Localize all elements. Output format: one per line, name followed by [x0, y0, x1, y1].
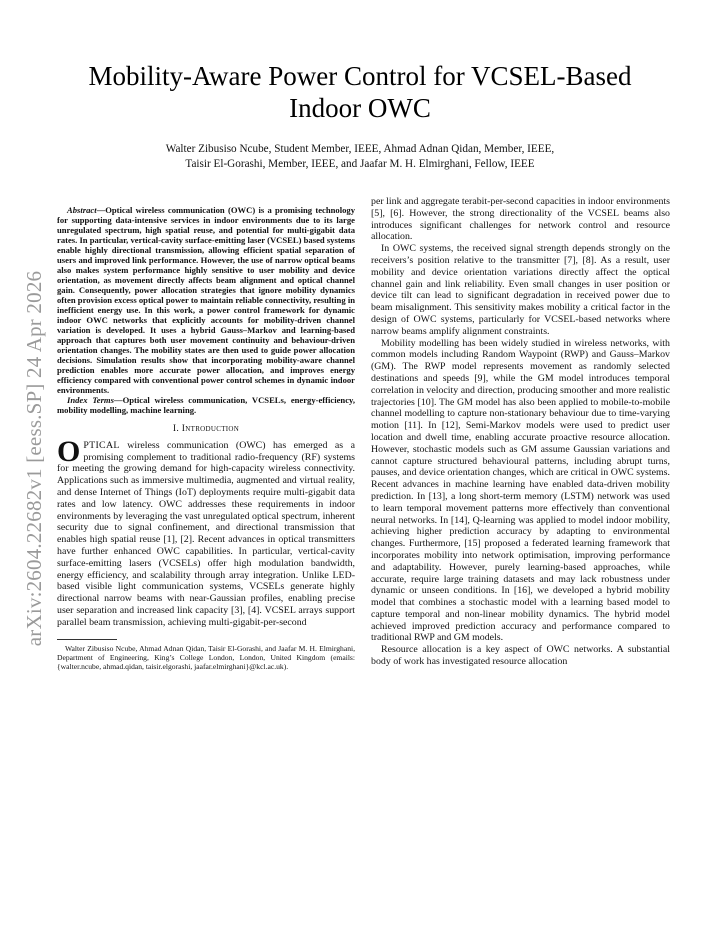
abstract	[57, 205, 355, 395]
arxiv-side-identifier	[20, 258, 50, 658]
title-block	[60, 60, 660, 172]
body-paragraph-mobility-modelling: Mobility modelling has been widely studied in wireless networks, with common models including Random Waypoint (RWP) and Gauss–Markov (GM). The RWP model represents movement as randomly selected destinations and speeds [9], while the GM model introduces temporal correlation in velocity and direction, producing smoother and more realistic trajectories [10]. The GM model has also been applied to mobile-to-mobile channel modelling to capture non-stationary behaviour due to time-varying motion [11]. In [12], Semi-Markov models were used to predict user location and dwell time, enabling accurate proactive resource allocation. However, stochastic models such as GM assume Gaussian variations and cannot capture structured behavioural patterns, including abrupt turns, pauses, and device orientation changes, which are critical in OWC systems. Recent advances in machine learning have enabled data-driven mobility prediction. In [13], a long short-term memory (LSTM) network was used to learn temporal movement patterns more effectively than conventional neural networks. In [14], Q-learning was applied to model indoor mobility, achieving higher prediction accuracy by adapting to environmental changes. Furthermore, [15] proposed a federated learning framework that incorporates mobility into network optimisation, improving performance and adaptability. However, purely learning-based approaches, while accurate, require large training datasets and may lack robustness under dynamic or unseen conditions. In [16], we developed a hybrid mobility model that combines a stochastic model with a learning based model to capture temporal and non-linear mobility dynamics. The hybrid model achieved improved prediction accuracy and performance compared to traditional RWP and GM models.	[371, 337, 670, 644]
index-terms	[57, 395, 355, 415]
author-affiliation-footnote: Walter Zibusiso Ncube, Ahmad Adnan Qidan, Taisir El-Gorashi, and Jaafar M. H. Elmirghani, Department of Engineering, King’s College London, London, United Kingdom (emails: {walter.ncube, ahmad.qidan, taisir.elgorashi, jaafar.elmirghani}@kcl.ac.uk).	[57, 643, 355, 671]
intro-caps-word: PTICAL	[83, 439, 120, 451]
drop-cap: O	[57, 434, 81, 468]
authors-line-2: Taisir El-Gorashi, Member, IEEE, and Jaafar M. H. Elmirghani, Fellow, IEEE	[185, 158, 535, 170]
abstract-label: Abstract	[67, 205, 97, 215]
body-paragraph-owc-sensitivity: In OWC systems, the received signal strength depends strongly on the receivers’s position relative to the transmitter [7], [8]. As a result, user mobility and device orientation variations directly affect the optical channel gain and link reliability. Even small changes in user position or device tilt can lead to significant degradation in received power due to beam misalignment. This sensitivity makes mobility a critical factor in the design of OWC systems, particularly for VCSEL-based networks where narrow beams amplify alignment constraints.	[371, 243, 670, 337]
author-list	[60, 142, 660, 172]
intro-paragraph-1-text: wireless communication (OWC) has emerged as a promising complement to traditional radio-frequency (RF) systems for meeting the growing demand for high-capacity wireless connectivity. Applications such as immersive multimedia, augmented and virtual reality, and dense Internet of Things (IoT) deployments require multi-gigabit data rates and low latency. OWC addresses these requirements in indoor environments by leveraging the vast unregulated optical spectrum, inherent security due to signal confinement, and directional transmission that enables high spatial reuse [1], [2]. Recent advances in optical transmitters have further enhanced OWC capabilities. In particular, vertical-cavity surface-emitting lasers (VCSELs) offer high modulation bandwidth, energy efficiency, and scalability through array integration. Unlike LED-based visible light communication systems, VCSELs generate highly directional narrow beams with near-Gaussian profiles, enabling precise user separation and increased link capacity [3], [4]. VCSEL arrays support parallel beam transmission, achieving multi-gigabit-per-second	[57, 439, 355, 628]
footnote-divider	[57, 639, 117, 640]
index-terms-text: —Optical wireless communication, VCSELs, energy-efficiency, mobility modelling, machine learning.	[57, 395, 356, 415]
left-column	[57, 205, 355, 671]
arxiv-id-text: arXiv:2604.22682v1 [eess.SP] 24 Apr 2026	[22, 270, 47, 646]
section-heading-introduction: I. Introduction	[172, 423, 240, 434]
index-terms-label: Index Terms	[67, 395, 114, 405]
intro-paragraph-1	[57, 434, 355, 629]
abstract-text: —Optical wireless communication (OWC) is a promising technology for supporting data-intensive services in indoor environments due to its large unregulated spectrum, high spatial reuse, and potential for multi-gigabit data rates. In particular, vertical-cavity surface-emitting laser (VCSEL) based systems enable highly directional transmission, allowing efficient spatial separation of users and improved link performance. However, the use of narrow optical beams also makes system performance highly sensitive to user mobility and device orientation, as movement directly affects beam alignment and optical channel gain. Consequently, power allocation strategies that ignore mobility dynamics often provision excess optical power to maintain reliable connectivity, resulting in inefficient energy use. In this work, a power control framework for dynamic indoor OWC networks that explicitly accounts for mobility-driven channel variation is developed. It uses a hybrid Gauss–Markov and learning-based approach that captures both user movement continuity and behaviour-driven orientation changes. The mobility states are then used to guide power allocation decisions. Simulation results show that incorporating mobility-aware channel prediction enables more accurate power allocation, and improves energy efficiency compared with conventional power control schemes in dynamic indoor environments.	[57, 205, 355, 395]
paper-title: Mobility-Aware Power Control for VCSEL-Based Indoor OWC	[88, 61, 632, 123]
body-paragraph-continued: per link and aggregate terabit-per-second capacities in indoor environments [5], [6]. However, the strong directionality of the VCSEL beams also introduces significant challenges for network control and resource allocation.	[371, 196, 670, 243]
body-paragraph-resource-allocation: Resource allocation is a key aspect of OWC networks. A substantial body of work has investigated resource allocation	[371, 644, 670, 668]
authors-line-1: Walter Zibusiso Ncube, Student Member, IEEE, Ahmad Adnan Qidan, Member, IEEE,	[165, 143, 555, 155]
right-column	[371, 196, 670, 668]
